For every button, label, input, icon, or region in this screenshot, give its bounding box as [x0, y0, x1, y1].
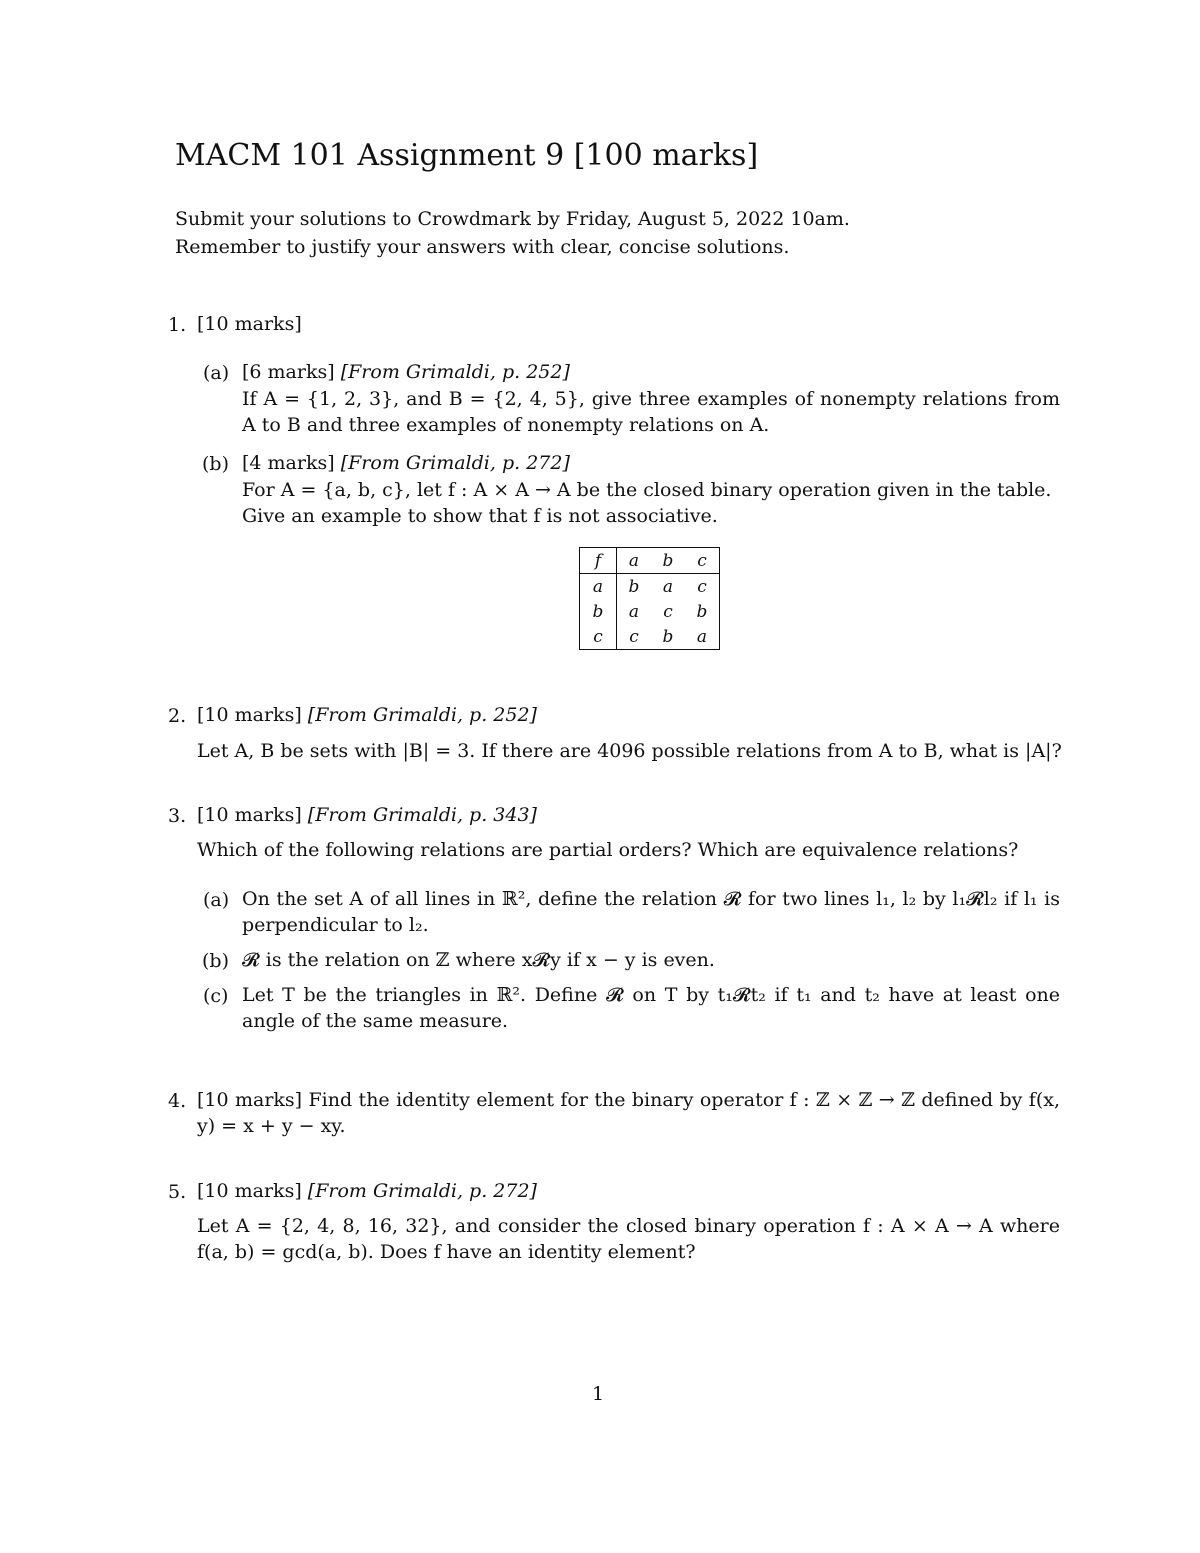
q1a-heading: [242, 359, 570, 385]
q3-number: 3.: [168, 805, 187, 827]
q1a-text: If A = {1, 2, 3}, and B = {2, 4, 5}, give three examples of nonempty relations from A to B and three examples of nonempty relations on A.: [242, 388, 1060, 436]
q1a-marks: [6 marks]: [242, 361, 335, 383]
q3c-label: (c): [203, 985, 229, 1007]
q3-heading: [197, 802, 537, 828]
table-cell: a: [662, 576, 674, 597]
page-title: MACM 101 Assignment 9 [100 marks]: [175, 138, 759, 173]
q3-text: Which of the following relations are partial orders? Which are equivalence relations?: [197, 839, 1019, 861]
intro-line-1: Submit your solutions to Crowdmark by Friday, August 5, 2022 10am.: [175, 208, 850, 230]
q3-marks: [10 marks]: [197, 804, 302, 826]
table-cell: b: [628, 576, 640, 597]
q5-number: 5.: [168, 1181, 187, 1203]
table-cell: b: [662, 626, 674, 647]
table-cell: b: [580, 599, 617, 624]
table-row: [580, 574, 720, 600]
q2-heading: [197, 702, 537, 728]
q2-source: [From Grimaldi, p. 252]: [307, 704, 537, 726]
q2-number: 2.: [168, 705, 187, 727]
q4-number: 4.: [168, 1090, 187, 1112]
q1-number: 1.: [168, 314, 187, 336]
q1b-text: For A = {a, b, c}, let f : A × A → A be the closed binary operation given in the table. Give an example to show that f is not associative.: [242, 479, 1052, 527]
q1a-label: (a): [203, 362, 230, 384]
operation-table: [579, 547, 720, 650]
q1a-source: [From Grimaldi, p. 252]: [340, 361, 570, 383]
intro-line-2: Remember to justify your answers with clear, concise solutions.: [175, 236, 790, 258]
table-cell: a: [696, 626, 708, 647]
q3a-text: On the set A of all lines in ℝ², define the relation 𝓡 for two lines l₁, l₂ by l₁𝓡l₂ if l₁ is perpendicular to l₂.: [242, 888, 1060, 936]
table-cell: a: [617, 548, 652, 574]
table-cell: c: [580, 624, 617, 650]
q3b-text: 𝓡 is the relation on ℤ where x𝓡y if x − y is even.: [242, 949, 715, 971]
q5-marks: [10 marks]: [197, 1180, 302, 1202]
table-cell: c: [663, 601, 673, 622]
table-cell: c: [697, 576, 707, 597]
table-cell: f: [580, 548, 617, 574]
q4-text: [10 marks] Find the identity element for the binary operator f : ℤ × ℤ → ℤ defined by f(x, y) = x + y − xy.: [197, 1089, 1060, 1137]
q2-text: Let A, B be sets with |B| = 3. If there are 4096 possible relations from A to B, what is |A|?: [197, 740, 1062, 762]
q3a-label: (a): [203, 889, 230, 911]
table-cell: b: [696, 601, 708, 622]
q1b-label: (b): [202, 453, 229, 475]
q1b-heading: [242, 450, 570, 476]
operation-table-header: [580, 548, 720, 574]
q5-source: [From Grimaldi, p. 272]: [307, 1180, 537, 1202]
q1-marks: [10 marks]: [197, 313, 302, 335]
q3-source: [From Grimaldi, p. 343]: [307, 804, 537, 826]
table-row: [580, 624, 720, 650]
table-cell: a: [580, 574, 617, 600]
q5-heading: [197, 1178, 537, 1204]
page-number: 1: [592, 1383, 605, 1405]
q3b-label: (b): [202, 950, 229, 972]
table-cell: b: [651, 548, 685, 574]
table-row: [580, 599, 720, 624]
table-cell: c: [685, 548, 720, 574]
q1b-marks: [4 marks]: [242, 452, 335, 474]
q5-text: Let A = {2, 4, 8, 16, 32}, and consider the closed binary operation f : A × A → A where f(a, b) = gcd(a, b). Does f have an identity element?: [197, 1215, 1060, 1263]
q1b-source: [From Grimaldi, p. 272]: [340, 452, 570, 474]
table-cell: a: [628, 601, 640, 622]
q2-marks: [10 marks]: [197, 704, 302, 726]
q3c-text: Let T be the triangles in ℝ². Define 𝓡 on T by t₁𝓡t₂ if t₁ and t₂ have at least one angle of the same measure.: [242, 984, 1060, 1032]
table-cell: c: [629, 626, 639, 647]
